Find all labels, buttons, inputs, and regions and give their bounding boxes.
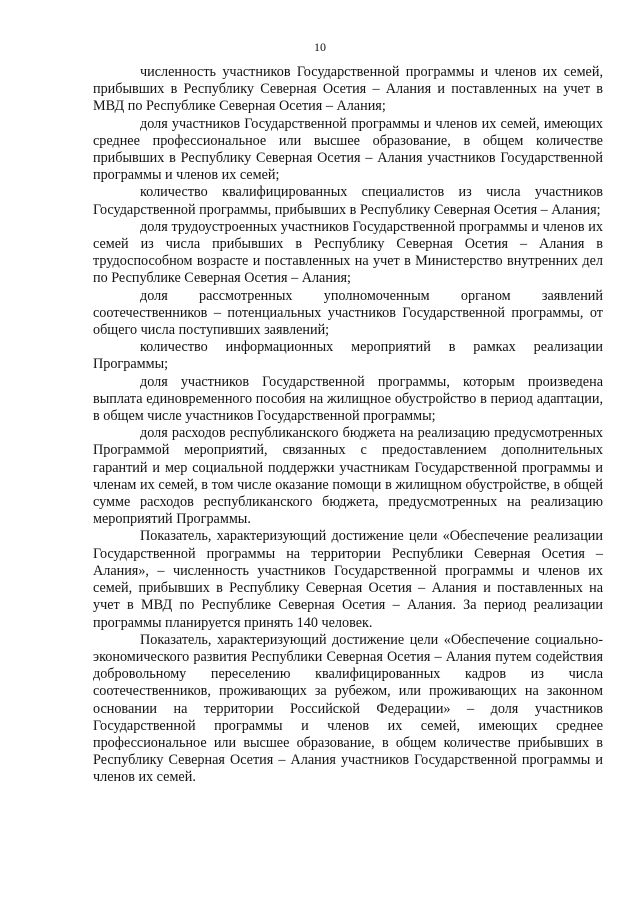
paragraph-indicator-info-events: количество информационных мероприятий в рамках реализации Программы; (93, 339, 603, 373)
page-number: 10 (314, 40, 326, 54)
paragraph-indicator-applications-share: доля рассмотренных уполномоченным органом заявлений соотечественников – потенциальных участников Государственной программы, от общего числа поступивших заявлений; (93, 287, 603, 339)
paragraph-goal-implementation: Показатель, характеризующий достижение цели «Обеспечение реализации Государственной программы на территории Республики Северная Осетия – Алания», – численность участников Государственной программы и членов их семей, прибывших в Республику Северная Осетия – Алания и поставленных на учет в МВД по Республике Северная Осетия – Алания. За период реализации программы планируется принять 140 человек. (93, 528, 603, 631)
paragraph-indicator-budget-share: доля расходов республиканского бюджета на реализацию предусмотренных Программой мероприятий, связанных с предоставлением дополнительных гарантий и мер социальной поддержки участникам Государственной программы и членам их семей, в том числе оказание помощи в жилищном обустройстве, в общей сумме расходов республиканского бюджета, предусмотренных на реализацию мероприятий Программы. (93, 425, 603, 528)
paragraph-indicator-employed-share: доля трудоустроенных участников Государственной программы и членов их семей из числа прибывших в Республику Северная Осетия – Алания в трудоспособном возрасте и поставленных на учет в Министерство внутренних дел по Республике Северная Осетия – Алания; (93, 218, 603, 287)
paragraph-indicator-participants-count: численность участников Государственной программы и членов их семей, прибывших в Республику Северная Осетия – Алания и поставленных на учет в МВД по Республике Северная Осетия – Алания; (93, 64, 603, 115)
paragraph-indicator-specialists-count: количество квалифицированных специалистов из числа участников Государственной программы, прибывших в Республику Северная Осетия – Алания; (93, 184, 603, 218)
paragraph-indicator-education-share: доля участников Государственной программы и членов их семей, имеющих среднее профессиональное или высшее образование, в общем количестве прибывших в Республику Северная Осетия – Алания участников Государственной программы и членов их семей; (93, 115, 603, 184)
paragraph-goal-socioeconomic: Показатель, характеризующий достижение цели «Обеспечение социально-экономического развития Республики Северная Осетия – Алания путем содействия добровольному переселению квалифицированных кадров из числа соотечественников, проживающих за рубежом, или проживающих на законном основании на территории Российской Федерации» – доля участников Государственной программы и членов их семей, имеющих среднее профессиональное или высшее образование, в общем количестве прибывших в Республику Северная Осетия – Алания участников Государственной программы и членов их семей. (93, 631, 603, 786)
paragraph-indicator-housing-allowance: доля участников Государственной программы, которым произведена выплата единовременного пособия на жилищное обустройство в период адаптации, в общем числе участников Государственной программы; (93, 373, 603, 425)
document-body (93, 64, 603, 787)
